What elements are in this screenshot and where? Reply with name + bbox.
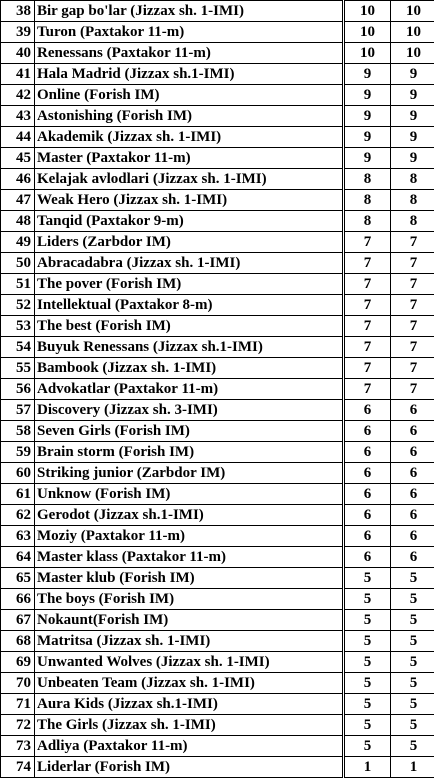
total-score-cell: 6 [391, 400, 434, 421]
row-number-cell: 42 [1, 85, 35, 106]
total-score-cell: 7 [391, 337, 434, 358]
score-cell: 6 [344, 547, 391, 568]
score-cell: 9 [344, 106, 391, 127]
row-number-cell: 50 [1, 253, 35, 274]
team-name-cell: Brain storm (Forish IM) [35, 442, 344, 463]
table-row [1, 190, 434, 211]
score-cell: 9 [344, 64, 391, 85]
row-number-cell: 40 [1, 43, 35, 64]
team-name-cell: The boys (Forish IM) [35, 589, 344, 610]
score-cell: 10 [344, 22, 391, 43]
team-name-cell: Online (Forish IM) [35, 85, 344, 106]
row-number-cell: 72 [1, 715, 35, 736]
team-name-cell: The pover (Forish IM) [35, 274, 344, 295]
team-name-cell: Intellektual (Paxtakor 8-m) [35, 295, 344, 316]
table-row [1, 442, 434, 463]
score-cell: 6 [344, 526, 391, 547]
team-name-cell: Advokatlar (Paxtakor 11-m) [35, 379, 344, 400]
table-row [1, 505, 434, 526]
row-number-cell: 74 [1, 757, 35, 778]
score-cell: 5 [344, 736, 391, 757]
score-cell: 10 [344, 1, 391, 22]
score-cell: 5 [344, 589, 391, 610]
row-number-cell: 55 [1, 358, 35, 379]
table-row [1, 631, 434, 652]
row-number-cell: 69 [1, 652, 35, 673]
table-row [1, 22, 434, 43]
row-number-cell: 62 [1, 505, 35, 526]
row-number-cell: 41 [1, 64, 35, 85]
total-score-cell: 5 [391, 736, 434, 757]
total-score-cell: 7 [391, 379, 434, 400]
score-cell: 5 [344, 568, 391, 589]
total-score-cell: 7 [391, 232, 434, 253]
score-cell: 5 [344, 715, 391, 736]
team-name-cell: The best (Forish IM) [35, 316, 344, 337]
team-name-cell: Liderlar (Forish IM) [35, 757, 344, 778]
total-score-cell: 7 [391, 295, 434, 316]
total-score-cell: 8 [391, 211, 434, 232]
score-cell: 5 [344, 673, 391, 694]
table-row [1, 148, 434, 169]
team-name-cell: Aura Kids (Jizzax sh.1-IMI) [35, 694, 344, 715]
score-cell: 7 [344, 253, 391, 274]
team-name-cell: Turon (Paxtakor 11-m) [35, 22, 344, 43]
total-score-cell: 5 [391, 673, 434, 694]
team-name-cell: Unbeaten Team (Jizzax sh. 1-IMI) [35, 673, 344, 694]
table-row [1, 253, 434, 274]
team-name-cell: The Girls (Jizzax sh. 1-IMI) [35, 715, 344, 736]
row-number-cell: 49 [1, 232, 35, 253]
team-name-cell: Kelajak avlodlari (Jizzax sh. 1-IMI) [35, 169, 344, 190]
row-number-cell: 39 [1, 22, 35, 43]
results-table-body [1, 1, 434, 778]
team-name-cell: Liders (Zarbdor IM) [35, 232, 344, 253]
score-cell: 6 [344, 484, 391, 505]
table-row [1, 127, 434, 148]
row-number-cell: 61 [1, 484, 35, 505]
total-score-cell: 9 [391, 85, 434, 106]
team-name-cell: Abracadabra (Jizzax sh. 1-IMI) [35, 253, 344, 274]
total-score-cell: 9 [391, 106, 434, 127]
team-name-cell: Unknow (Forish IM) [35, 484, 344, 505]
table-row [1, 295, 434, 316]
team-name-cell: Seven Girls (Forish IM) [35, 421, 344, 442]
table-row [1, 400, 434, 421]
row-number-cell: 47 [1, 190, 35, 211]
score-cell: 7 [344, 295, 391, 316]
table-row [1, 85, 434, 106]
team-name-cell: Matritsa (Jizzax sh. 1-IMI) [35, 631, 344, 652]
score-cell: 9 [344, 85, 391, 106]
team-name-cell: Bir gap bo'lar (Jizzax sh. 1-IMI) [35, 1, 344, 22]
table-row [1, 421, 434, 442]
team-name-cell: Nokaunt(Forish IM) [35, 610, 344, 631]
total-score-cell: 6 [391, 484, 434, 505]
row-number-cell: 60 [1, 463, 35, 484]
table-row [1, 232, 434, 253]
score-cell: 8 [344, 169, 391, 190]
score-cell: 10 [344, 43, 391, 64]
total-score-cell: 6 [391, 547, 434, 568]
score-cell: 6 [344, 505, 391, 526]
row-number-cell: 38 [1, 1, 35, 22]
team-name-cell: Discovery (Jizzax sh. 3-IMI) [35, 400, 344, 421]
table-row [1, 568, 434, 589]
score-cell: 5 [344, 652, 391, 673]
table-row [1, 463, 434, 484]
row-number-cell: 57 [1, 400, 35, 421]
score-cell: 6 [344, 442, 391, 463]
row-number-cell: 58 [1, 421, 35, 442]
team-name-cell: Hala Madrid (Jizzax sh.1-IMI) [35, 64, 344, 85]
team-name-cell: Buyuk Renessans (Jizzax sh.1-IMI) [35, 337, 344, 358]
row-number-cell: 52 [1, 295, 35, 316]
table-row [1, 274, 434, 295]
total-score-cell: 9 [391, 64, 434, 85]
row-number-cell: 45 [1, 148, 35, 169]
row-number-cell: 71 [1, 694, 35, 715]
score-cell: 9 [344, 148, 391, 169]
total-score-cell: 6 [391, 526, 434, 547]
team-name-cell: Akademik (Jizzax sh. 1-IMI) [35, 127, 344, 148]
table-row [1, 652, 434, 673]
row-number-cell: 51 [1, 274, 35, 295]
team-name-cell: Bambook (Jizzax sh. 1-IMI) [35, 358, 344, 379]
table-row [1, 694, 434, 715]
total-score-cell: 9 [391, 148, 434, 169]
team-name-cell: Renessans (Paxtakor 11-m) [35, 43, 344, 64]
team-name-cell: Tanqid (Paxtakor 9-m) [35, 211, 344, 232]
score-cell: 6 [344, 463, 391, 484]
score-cell: 7 [344, 358, 391, 379]
total-score-cell: 7 [391, 358, 434, 379]
row-number-cell: 59 [1, 442, 35, 463]
score-cell: 1 [344, 757, 391, 778]
score-cell: 5 [344, 631, 391, 652]
table-row [1, 1, 434, 22]
total-score-cell: 10 [391, 22, 434, 43]
score-cell: 5 [344, 610, 391, 631]
team-name-cell: Unwanted Wolves (Jizzax sh. 1-IMI) [35, 652, 344, 673]
team-name-cell: Adliya (Paxtakor 11-m) [35, 736, 344, 757]
row-number-cell: 65 [1, 568, 35, 589]
table-row [1, 169, 434, 190]
score-cell: 7 [344, 316, 391, 337]
row-number-cell: 73 [1, 736, 35, 757]
score-cell: 6 [344, 421, 391, 442]
total-score-cell: 6 [391, 442, 434, 463]
total-score-cell: 5 [391, 610, 434, 631]
row-number-cell: 66 [1, 589, 35, 610]
table-row [1, 484, 434, 505]
table-row [1, 379, 434, 400]
row-number-cell: 46 [1, 169, 35, 190]
table-row [1, 43, 434, 64]
team-name-cell: Master (Paxtakor 11-m) [35, 148, 344, 169]
total-score-cell: 5 [391, 631, 434, 652]
total-score-cell: 10 [391, 1, 434, 22]
table-row [1, 610, 434, 631]
table-row [1, 64, 434, 85]
row-number-cell: 44 [1, 127, 35, 148]
row-number-cell: 43 [1, 106, 35, 127]
score-cell: 5 [344, 694, 391, 715]
score-cell: 8 [344, 211, 391, 232]
row-number-cell: 68 [1, 631, 35, 652]
total-score-cell: 10 [391, 43, 434, 64]
team-name-cell: Gerodot (Jizzax sh.1-IMI) [35, 505, 344, 526]
table-row [1, 673, 434, 694]
total-score-cell: 7 [391, 316, 434, 337]
row-number-cell: 54 [1, 337, 35, 358]
row-number-cell: 64 [1, 547, 35, 568]
table-row [1, 757, 434, 778]
team-name-cell: Astonishing (Forish IM) [35, 106, 344, 127]
team-name-cell: Weak Hero (Jizzax sh. 1-IMI) [35, 190, 344, 211]
total-score-cell: 5 [391, 715, 434, 736]
table-row [1, 736, 434, 757]
row-number-cell: 56 [1, 379, 35, 400]
total-score-cell: 1 [391, 757, 434, 778]
table-row [1, 526, 434, 547]
score-cell: 8 [344, 190, 391, 211]
total-score-cell: 5 [391, 694, 434, 715]
table-row [1, 211, 434, 232]
score-cell: 7 [344, 337, 391, 358]
total-score-cell: 8 [391, 169, 434, 190]
table-row [1, 337, 434, 358]
total-score-cell: 8 [391, 190, 434, 211]
score-cell: 6 [344, 400, 391, 421]
table-row [1, 358, 434, 379]
team-name-cell: Master klub (Forish IM) [35, 568, 344, 589]
total-score-cell: 5 [391, 652, 434, 673]
team-name-cell: Striking junior (Zarbdor IM) [35, 463, 344, 484]
table-row [1, 547, 434, 568]
row-number-cell: 63 [1, 526, 35, 547]
total-score-cell: 7 [391, 253, 434, 274]
table-row [1, 589, 434, 610]
total-score-cell: 6 [391, 463, 434, 484]
score-cell: 9 [344, 127, 391, 148]
team-name-cell: Moziy (Paxtakor 11-m) [35, 526, 344, 547]
total-score-cell: 6 [391, 421, 434, 442]
row-number-cell: 67 [1, 610, 35, 631]
row-number-cell: 53 [1, 316, 35, 337]
total-score-cell: 5 [391, 568, 434, 589]
table-row [1, 715, 434, 736]
score-cell: 7 [344, 232, 391, 253]
row-number-cell: 48 [1, 211, 35, 232]
row-number-cell: 70 [1, 673, 35, 694]
score-cell: 7 [344, 379, 391, 400]
team-name-cell: Master klass (Paxtakor 11-m) [35, 547, 344, 568]
table-row [1, 106, 434, 127]
total-score-cell: 6 [391, 505, 434, 526]
total-score-cell: 7 [391, 274, 434, 295]
score-cell: 7 [344, 274, 391, 295]
total-score-cell: 5 [391, 589, 434, 610]
table-row [1, 316, 434, 337]
total-score-cell: 9 [391, 127, 434, 148]
